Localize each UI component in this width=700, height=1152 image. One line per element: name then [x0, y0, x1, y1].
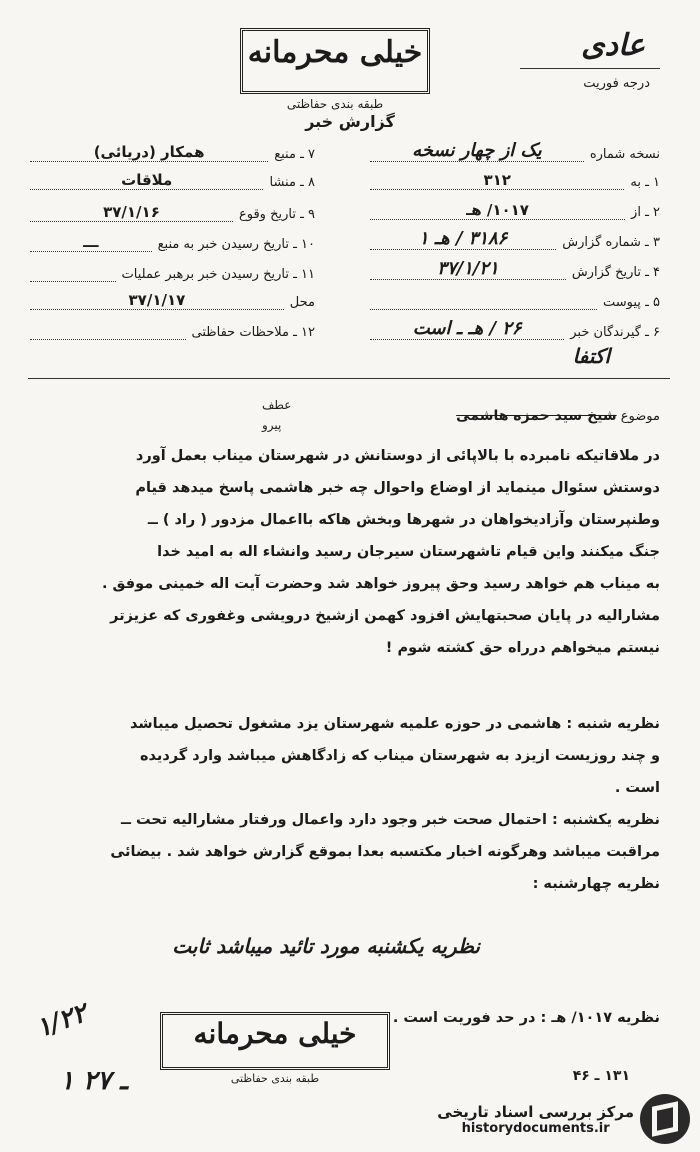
field-label: ۵ ـ پیوست — [603, 295, 660, 310]
opinion-line: است . — [614, 780, 660, 796]
field-label: ۶ ـ گیرندگان خبر — [570, 325, 660, 340]
field-label: ۹ ـ تاریخ وقوع — [238, 207, 315, 222]
field-label: ۱ ـ به — [630, 175, 660, 190]
body-line: به میناب هم خواهد رسید وحق پیروز خواهد شد وحضرت آیت اله خمینی موفق . — [102, 576, 660, 592]
stamp-top-main: خیلی محرمانه — [247, 35, 423, 70]
archive-logo — [410, 1092, 690, 1146]
field-label: ۱۲ ـ ملاحظات حفاظتی — [191, 325, 315, 340]
priority-handwritten: عادی — [581, 28, 645, 63]
reference-label: عطف — [262, 398, 292, 412]
field-value — [370, 309, 597, 310]
stamp-top-sub: طبقه بندی حفاظتی — [286, 97, 384, 111]
archive-logo-icon — [640, 1094, 690, 1144]
field-value: همکار (دریائی) — [30, 143, 268, 162]
report-opinions — [20, 708, 660, 900]
field-value: ۲۶ / هـ ـ است — [370, 318, 564, 340]
field-label: ۲ ـ از — [631, 205, 660, 220]
wednesday-handwritten-note: نظریه یکشنبه مورد تائید میباشد ثابت — [172, 934, 480, 958]
opinion-line: نظریه یکشنبه : احتمال صحت خبر وجود دارد واعمال ورفتار مشارالیه تحت ــ — [121, 812, 660, 828]
field-label: ۳ ـ شماره گزارش — [562, 235, 660, 250]
classification-stamp-top — [240, 28, 430, 111]
priority-label: درجه فوریت — [583, 76, 650, 91]
field-label: ۱۰ ـ تاریخ رسیدن خبر به منبع — [157, 237, 315, 252]
subject-row — [456, 408, 660, 424]
body-line: مشارالیه در پایان صحبتهایش افزود کهمن ازشیخ درویشی وغفوری که عزیزتر — [110, 608, 660, 624]
receivers-extra-handwritten: اکتفا — [572, 344, 610, 368]
stamp-bottom-main: خیلی محرمانه — [193, 1017, 357, 1050]
field-security-notes — [30, 318, 315, 340]
field-label: نسخه شماره — [589, 147, 660, 162]
archive-logo-text — [437, 1103, 634, 1136]
subject-value: شیخ سید حمزه هاشمی — [456, 408, 617, 424]
field-report-date — [370, 258, 660, 280]
field-date-to-source — [30, 230, 315, 252]
field-receivers — [370, 318, 660, 340]
final-note: نظریه ۱۰۱۷/ هـ : در حد فوریت است . — [392, 1010, 660, 1026]
opinion-line: و چند روزیست ازیزد به شهرستان میناب که زادگاهش میباشد وارد گردیده — [139, 748, 660, 764]
body-line: وطنپرستان وآزادیخواهان در شهرها وبخش هاکه بااعمال مزدور ( راد ) ــ — [147, 512, 660, 528]
field-report-number — [370, 228, 660, 250]
report-body — [20, 440, 660, 664]
field-value: ۱۰۱۷/ هـ — [370, 201, 625, 220]
subject-label: موضوع — [620, 409, 660, 424]
stamp-bottom-sub: طبقه بندی حفاظتی — [230, 1072, 320, 1085]
field-to — [370, 168, 660, 190]
field-value — [30, 339, 186, 340]
body-line: نیستم میخواهم درراه حق کشته شوم ! — [385, 640, 660, 656]
field-copy-number — [370, 140, 660, 162]
field-value — [30, 281, 116, 282]
field-attachment — [370, 288, 660, 310]
margin-handwriting-2: ۱ ـ ۲۷ — [60, 1066, 128, 1096]
field-value: ـــ — [30, 233, 152, 252]
field-value: ۳۷/۱/۲۱ — [370, 258, 566, 280]
field-origin — [30, 168, 315, 190]
classification-stamp-bottom — [160, 1012, 390, 1085]
field-value: یک از چهار نسخه — [370, 140, 584, 162]
field-label: ۱۱ ـ تاریخ رسیدن خبر برهبر عملیات — [121, 267, 315, 282]
field-place — [30, 288, 315, 310]
opinion-line: نظریه چهارشنبه : — [532, 876, 660, 892]
field-label: ۷ ـ منبع — [274, 147, 315, 162]
opinion-line: مراقبت میباشد وهرگونه اخبار مکتسبه بعدا بموقع گزارش خواهد شد . بیضائی — [110, 844, 660, 860]
followup-label: پیرو — [262, 418, 282, 432]
body-line: دوستش سئوال مینماید از اوضاع واحوال چه خبر هاشمی پاسخ میدهد قیام — [135, 480, 660, 496]
body-line: در ملاقاتیکه نامبرده با بالاپائی از دوستانش در شهرستان میناب بعمل آورد — [135, 448, 660, 464]
field-label: ۸ ـ منشا — [269, 175, 315, 190]
report-title: گزارش خبر — [305, 112, 395, 131]
field-from — [370, 198, 660, 220]
margin-handwriting-1: ۱/۲۲ — [32, 998, 91, 1044]
field-source — [30, 140, 315, 162]
field-value: ۳۱۲ — [370, 171, 624, 190]
body-line: جنگ میکنند واین قیام تاشهرستان سیرجان رسید وانشاء اله به امید خدا — [157, 544, 660, 560]
archive-url: historydocuments.ir — [461, 1120, 610, 1136]
field-occurrence-date — [30, 200, 315, 222]
field-value: ۳۷/۱/۱۶ — [30, 203, 233, 222]
opinion-line: نظریه شنبه : هاشمی در حوزه علمیه شهرستان یزد مشغول تحصیل میباشد — [130, 716, 660, 732]
document-number: ۱۳۱ ـ ۴۶ — [572, 1068, 630, 1084]
field-label: ۴ ـ تاریخ گزارش — [571, 265, 660, 280]
field-label: محل — [289, 295, 315, 310]
archive-name: مرکز بررسی اسناد تاریخی — [437, 1102, 634, 1121]
field-value: ملاقات — [30, 171, 263, 190]
field-date-to-operations-lead — [30, 260, 315, 282]
field-value: ۳۱۸۶ / هـ ۱ — [370, 228, 556, 250]
field-value: ۳۷/۱/۱۷ — [30, 291, 284, 310]
section-divider — [28, 378, 670, 379]
priority-line — [520, 68, 660, 69]
